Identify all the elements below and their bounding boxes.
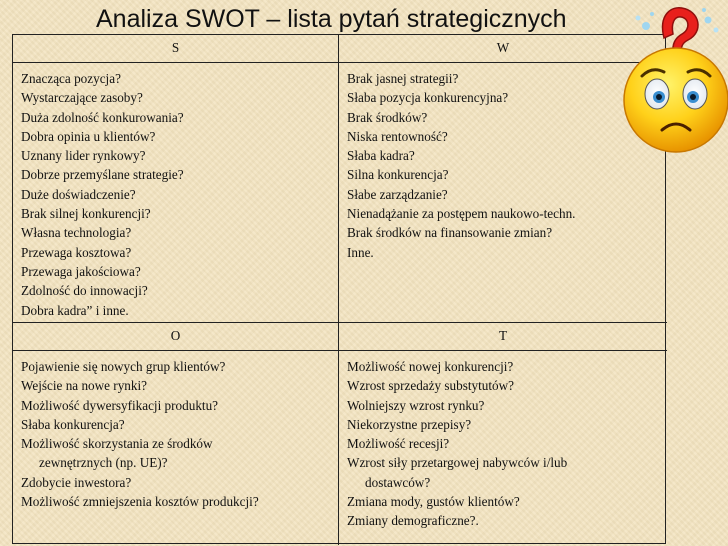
threat-item: Niekorzystne przepisy? [347,416,472,432]
weakness-item: Słaba kadra? [347,148,415,164]
threats-cell [339,351,667,545]
threat-item: Zmiany demograficzne?. [347,513,479,529]
slide-title: Analiza SWOT – lista pytań strategicznych [96,5,567,33]
strength-item: Własna technologia? [21,225,132,241]
strength-item: Dobra kadra” i inne. [21,302,129,318]
strength-item: Uznany lider rynkowy? [21,148,146,164]
weaknesses-header: W [339,35,667,63]
strengths-header: S [13,35,339,63]
swot-table [12,34,666,544]
weakness-item: Brak środków? [347,109,428,125]
weakness-item: Słaba pozycja konkurencyjna? [347,90,509,106]
opportunities-header: O [13,323,339,351]
opportunity-item: Możliwość skorzystania ze środków [21,436,213,452]
weakness-item: Silna konkurencja? [347,167,449,183]
threat-item: Zmiana mody, gustów klientów? [347,494,520,510]
opportunity-item: Możliwość zmniejszenia kosztów produkcji? [21,494,259,510]
threat-item: dostawców? [365,474,431,490]
weakness-item: Niska rentowność? [347,128,448,144]
threat-item: Wzrost siły przetargowej nabywców i/lub [347,455,568,471]
strength-item: Znacząca pozycja? [21,71,121,86]
strength-item: Duża zdolność konkurowania? [21,109,184,125]
opportunity-item: Możliwość dywersyfikacji produktu? [21,397,219,413]
opportunity-item: Pojawienie się nowych grup klientów? [21,359,226,374]
strength-item: Dobrze przemyślane strategie? [21,167,184,183]
strength-item: Przewaga kosztowa? [21,244,132,260]
weakness-item: Nienadążanie za postępem naukowo-techn. [347,206,576,222]
confused-face-question-mark-icon [612,2,728,162]
strength-item: Dobra opinia u klientów? [21,128,156,144]
strength-item: Brak silnej konkurencji? [21,206,151,222]
weakness-item: Inne. [347,244,374,260]
strength-item: Zdolność do innowacji? [21,283,148,299]
weakness-item: Brak jasnej strategii? [347,71,459,86]
opportunities-cell [13,351,339,545]
opportunity-item: Zdobycie inwestora? [21,474,132,490]
threat-item: Możliwość nowej konkurencji? [347,359,514,374]
threat-item: Możliwość recesji? [347,436,450,452]
opportunity-item: zewnętrznych (np. UE)? [39,455,168,471]
opportunity-item: Wejście na nowe rynki? [21,378,148,394]
threats-header: T [339,323,667,351]
strength-item: Przewaga jakościowa? [21,263,141,279]
weakness-item: Słabe zarządzanie? [347,186,448,202]
weakness-item: Brak środków na finansowanie zmian? [347,225,553,241]
strengths-cell [13,63,339,323]
strength-item: Wystarczające zasoby? [21,90,143,106]
opportunity-item: Słaba konkurencja? [21,416,125,432]
threat-item: Wzrost sprzedaży substytutów? [347,378,514,394]
threat-item: Wolniejszy wzrost rynku? [347,397,485,413]
strength-item: Duże doświadczenie? [21,186,136,202]
